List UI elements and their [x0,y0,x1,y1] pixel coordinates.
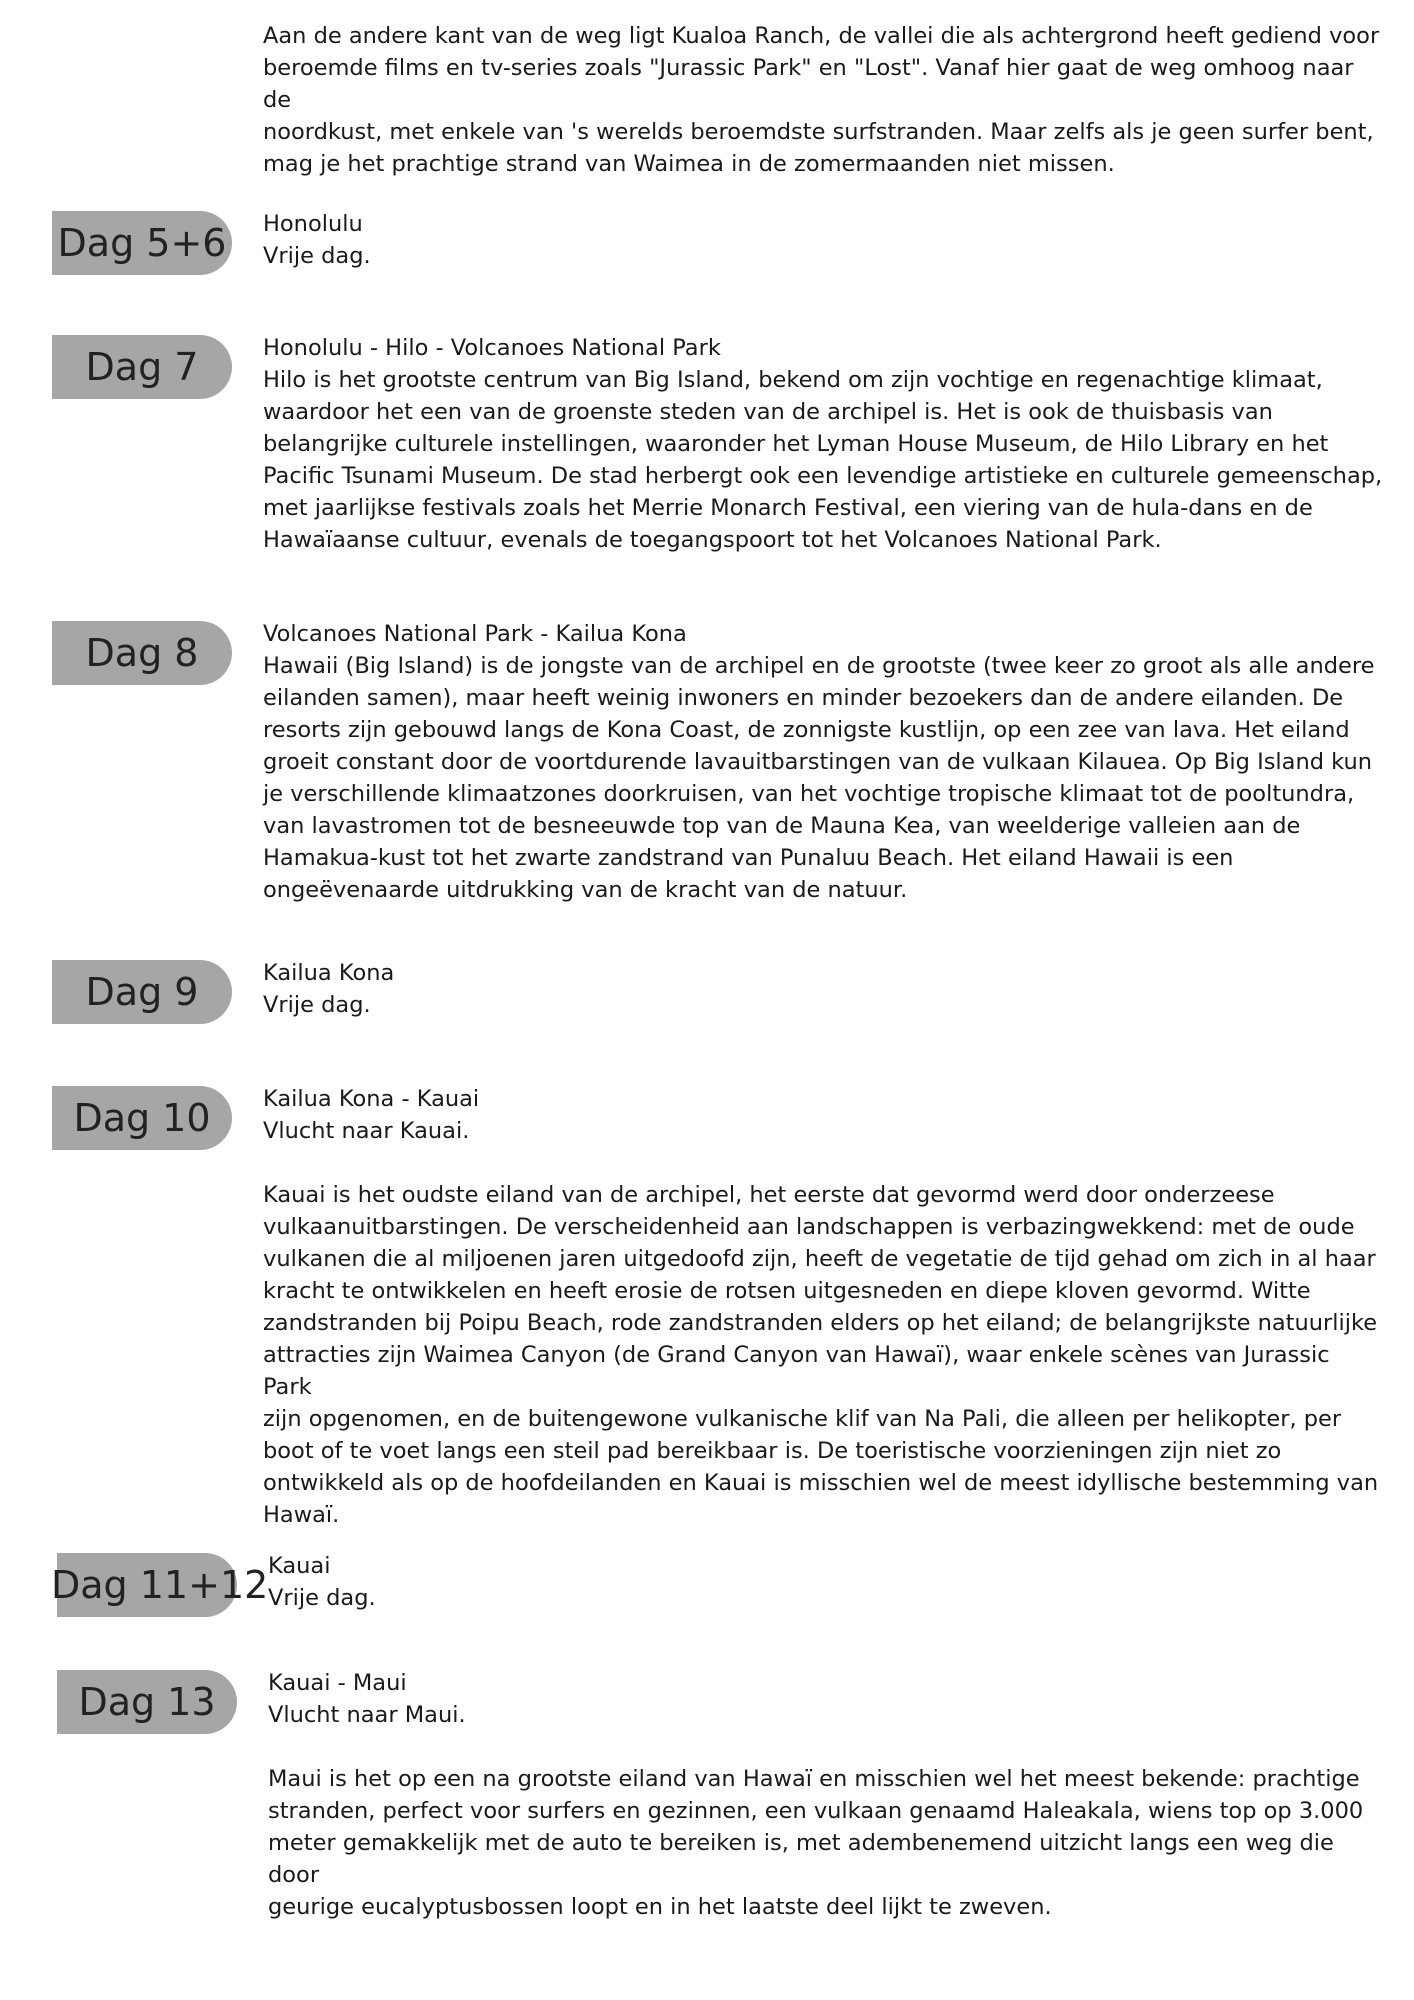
day-location: Kauai - Maui [268,1670,407,1696]
day-label: Dag 5+6 [57,221,227,265]
day-label: Dag 8 [85,631,199,675]
day-description: Vlucht naar Kauai. Kauai is het oudste eiland van de archipel, het eerste dat gevormd werd door onderzeese vulkaanuitbarstingen. De verscheidenheid aan landschappen is verbazingwekkend: met de oude vulkanen die al miljoenen jaren uitgedoofd zijn, heeft de vegetatie de tijd gehad om zich in al haar kracht te ontwikkelen en heeft erosie de rotsen uitgesneden en diepe kloven gevormd. Witte zandstranden bij Poipu Beach, rode zandstranden elders op het eiland; de belangrijkste natuurlijke attracties zijn Waimea Canyon (de Grand Canyon van Hawaï), waar enkele scènes van Jurassic Park zijn opgenomen, en de buitengewone vulkanische klif van Na Pali, die alleen per helikopter, per boot of te voet langs een steil pad bereikbaar is. De toeristische voorzieningen zijn niet zo ontwikkeld als op de hoofdeilanden en Kauai is misschien wel de meest idyllische bestemming van Hawaï. [263,1118,1379,1528]
day-entry [263,957,1383,1021]
day-badge [52,1086,232,1150]
day-description: Vrije dag. [263,992,371,1018]
day-entry [263,208,1383,272]
day-location: Honolulu - Hilo - Volcanoes National Park [263,335,721,361]
day-badge [52,211,232,275]
day-label: Dag 7 [85,345,199,389]
day-badge [52,621,232,685]
day-description: Vlucht naar Maui. Maui is het op een na grootste eiland van Hawaï en misschien wel het meest bekende: prachtige stranden, perfect voor surfers en gezinnen, een vulkaan genaamd Haleakala, wiens top op 3.000 meter gemakkelijk met de auto te bereiken is, met adembenemend uitzicht langs een weg die door geurige eucalyptusbossen loopt en in het laatste deel lijkt te zweven. [268,1702,1364,1920]
day-entry [268,1550,1388,1614]
day-location: Kailua Kona - Kauai [263,1086,480,1112]
day-label: Dag 10 [73,1096,211,1140]
day-entry [268,1667,1388,1923]
intro-paragraph: Aan de andere kant van de weg ligt Kualoa Ranch, de vallei die als achtergrond heeft gediend voor beroemde films en tv-series zoals "Jurassic Park" en "Lost". Vanaf hier gaat de weg omhoog naar de noordkust, met enkele van 's werelds beroemdste surfstranden. Maar zelfs als je geen surfer bent, mag je het prachtige strand van Waimea in de zomermaanden niet missen. [263,23,1380,177]
day-location: Kauai [268,1553,331,1579]
day-label: Dag 11+12 [51,1563,269,1607]
day-location: Kailua Kona [263,960,395,986]
day-badge [51,1553,269,1617]
day-description: Vrije dag. [263,243,371,269]
day-label: Dag 13 [78,1680,216,1724]
day-description: Hawaii (Big Island) is de jongste van de archipel en de grootste (twee keer zo groot als alle andere eilanden samen), maar heeft weinig inwoners en minder bezoekers dan de andere eilanden. De resorts zijn gebouwd langs de Kona Coast, de zonnigste kustlijn, op een zee van lava. Het eiland groeit constant door de voortdurende lavauitbarstingen van de vulkaan Kilauea. Op Big Island kun je verschillende klimaatzones doorkruisen, van het vochtige tropische klimaat tot de pooltundra, van lavastromen tot de besneeuwde top van de Mauna Kea, van weelderige valleien aan de Hamakua-kust tot het zwarte zandstrand van Punaluu Beach. Het eiland Hawaii is een ongeëvenaarde uitdrukking van de kracht van de natuur. [263,653,1375,903]
day-description: Vrije dag. [268,1585,376,1611]
day-entry [263,618,1383,906]
day-badge [52,960,232,1024]
day-location: Volcanoes National Park - Kailua Kona [263,621,687,647]
day-location: Honolulu [263,211,363,237]
day-description: Hilo is het grootste centrum van Big Island, bekend om zijn vochtige en regenachtige klimaat, waardoor het een van de groenste steden van de archipel is. Het is ook de thuisbasis van belangrijke culturele instellingen, waaronder het Lyman House Museum, de Hilo Library en het Pacific Tsunami Museum. De stad herbergt ook een levendige artistieke en culturele gemeenschap, met jaarlijkse festivals zoals het Merrie Monarch Festival, een viering van de hula-dans en de Hawaïaanse cultuur, evenals de toegangspoort tot het Volcanoes National Park. [263,367,1383,553]
day-badge [52,335,232,399]
day-entry [263,332,1383,556]
day-label: Dag 9 [85,970,199,1014]
day-entry [263,1083,1383,1531]
day-badge [57,1670,237,1734]
